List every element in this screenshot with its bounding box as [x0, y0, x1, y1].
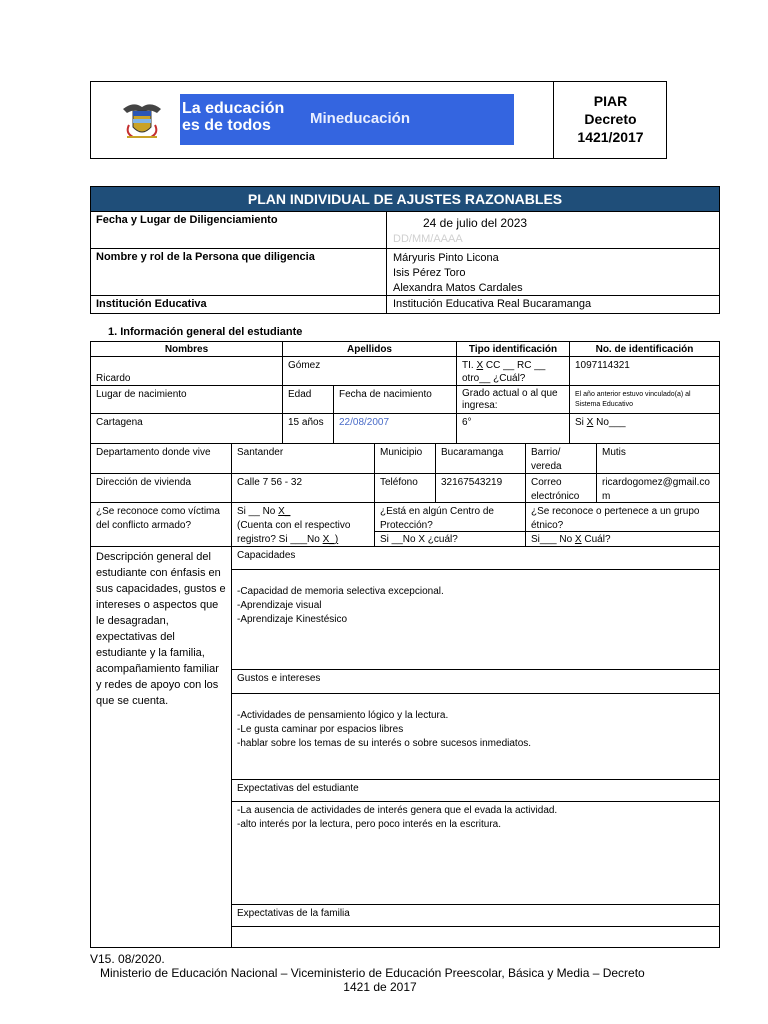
anio-anterior-mark: X	[586, 417, 594, 428]
seal-area	[110, 94, 180, 145]
victima-registro: (Cuenta con el respectivo	[237, 520, 351, 531]
correo-value[interactable]: ricardogomez@gmail.com	[597, 474, 719, 503]
capacidad-item: -Aprendizaje visual	[237, 600, 322, 611]
plan-title: PLAN INDIVIDUAL DE AJUSTES RAZONABLES	[91, 187, 719, 211]
header-apellidos: Apellidos	[283, 342, 457, 357]
header-nombres: Nombres	[91, 342, 283, 357]
header-tipo-id: Tipo identificación	[457, 342, 570, 357]
direccion-label: Dirección de vivienda	[91, 474, 232, 503]
edad-label: Edad	[283, 386, 334, 414]
institucion-row	[91, 295, 719, 313]
fecha-row	[91, 211, 719, 248]
telefono-label: Teléfono	[375, 474, 436, 503]
decree-label: Decreto	[584, 111, 637, 127]
decree-number: 1421/2017	[577, 129, 644, 145]
victima-value[interactable]	[232, 503, 375, 547]
telefono-value[interactable]: 32167543219	[436, 474, 526, 503]
centro-value[interactable]: Si __No X ¿cuál?	[375, 532, 526, 547]
footer	[90, 952, 690, 994]
victima-registro-pre: registro? Si ___No	[237, 534, 323, 545]
ministry-logo-text: Mineducación	[310, 110, 411, 127]
persona-label: Nombre y rol de la Persona que diligencia	[91, 249, 387, 295]
persona-row	[91, 248, 719, 295]
colombia-seal-icon	[119, 99, 165, 141]
fecha-nac-value[interactable]: 22/08/2007	[334, 414, 457, 444]
barrio-value[interactable]: Mutis	[597, 444, 719, 474]
nombres-value[interactable]: Ricardo	[91, 357, 283, 386]
etnico-label: ¿Se reconoce o pertenece a un grupo étnico?	[526, 503, 719, 532]
decree-line: 1421 de 2017	[343, 980, 417, 994]
exp-estudiante-item: -alto interés por la lectura, pero poco interés en la escritura.	[237, 819, 502, 830]
institucion-label: Institución Educativa	[91, 296, 387, 313]
slogan-line1: La educación	[182, 100, 285, 117]
slogan-line2: es de todos	[182, 117, 271, 134]
fecha-nac-label: Fecha de nacimiento	[334, 386, 457, 414]
lugar-nac-value[interactable]: Cartagena	[91, 414, 283, 444]
logo-cell	[91, 82, 554, 158]
tipo-id-otro: otro__ ¿Cuál?	[462, 373, 526, 384]
ministry-banner	[110, 94, 514, 145]
capacidades-label: Capacidades	[232, 547, 719, 570]
grado-value[interactable]: 6°	[457, 414, 570, 444]
municipio-label: Municipio	[375, 444, 436, 474]
section-1-title: 1. Información general del estudiante	[108, 326, 303, 338]
fecha-cell[interactable]	[387, 212, 719, 248]
etnico-post: Cuál?	[581, 534, 611, 545]
correo-label: Correo electrónico	[526, 474, 597, 503]
anio-anterior-label: El año anterior estuvo vinculado(a) al Sistema Educativo	[570, 386, 719, 414]
persona-cell[interactable]	[387, 249, 719, 295]
etnico-mark: X	[574, 534, 582, 545]
fecha-label: Fecha y Lugar de Diligenciamiento	[91, 212, 387, 248]
anio-anterior-value[interactable]	[570, 414, 719, 444]
tipo-id-cell[interactable]	[457, 357, 570, 386]
descripcion-label: Descripción general del estudiante con énfasis en sus capacidades, gustos e intereses o aspectos que le desagradan, expectativas del estudiante y la familia, acompañamiento familiar y redes de apoyo con los que se cuenta.	[91, 547, 232, 947]
lugar-nac-label: Lugar de nacimiento	[91, 386, 283, 414]
exp-estudiante-label: Expectativas del estudiante	[232, 780, 719, 802]
victima-registro-mark: X_)	[322, 534, 339, 545]
fecha-placeholder: DD/MM/AAAA	[393, 233, 463, 245]
gusto-item: -Le gusta caminar por espacios libres	[237, 724, 404, 735]
persona-2: Isis Pérez Toro	[393, 267, 466, 279]
victima-mark: X_	[278, 506, 291, 517]
slogan	[182, 100, 312, 134]
direccion-value[interactable]: Calle 7 56 - 32	[232, 474, 375, 503]
capacidades-box[interactable]	[232, 570, 719, 670]
ministry-line: Ministerio de Educación Nacional – Viceministerio de Educación Preescolar, Básica y Media – Decreto	[100, 966, 645, 980]
exp-familia-box[interactable]	[232, 927, 719, 947]
municipio-value[interactable]: Bucaramanga	[436, 444, 526, 474]
gustos-box[interactable]	[232, 694, 719, 780]
exp-estudiante-box[interactable]	[232, 802, 719, 905]
tipo-id-mid: CC __ RC __	[483, 360, 546, 371]
capacidad-item: -Capacidad de memoria selectiva excepcional.	[237, 586, 444, 597]
piar-decree-cell	[555, 82, 666, 158]
institucion-value[interactable]: Institución Educativa Real Bucaramanga	[393, 298, 592, 310]
depto-value[interactable]: Santander	[232, 444, 375, 474]
edad-value[interactable]: 15 años	[283, 414, 334, 444]
apellidos-value[interactable]: Gómez	[283, 357, 457, 386]
depto-label: Departamento donde vive	[91, 444, 232, 474]
header-no-id: No. de identificación	[570, 342, 719, 357]
fecha-value: 24 de julio del 2023	[423, 216, 528, 230]
etnico-value[interactable]	[526, 532, 719, 547]
anio-anterior-pre: Si	[575, 417, 587, 428]
gusto-item: -hablar sobre los temas de su interés o sobre sucesos inmediatos.	[237, 738, 532, 749]
exp-estudiante-item: -La ausencia de actividades de interés genera que el evada la actividad.	[237, 805, 558, 816]
tipo-id-mark: X	[476, 360, 484, 371]
grado-label: Grado actual o al que ingresa:	[457, 386, 570, 414]
anio-anterior-post: No___	[593, 417, 626, 428]
etnico-pre: Si___ No	[531, 534, 575, 545]
persona-1: Máryuris Pinto Licona	[393, 252, 499, 264]
student-info-table	[90, 341, 720, 948]
persona-3: Alexandra Matos Cardales	[393, 282, 523, 294]
victima-label: ¿Se reconoce como víctima del conflicto armado?	[91, 503, 232, 547]
barrio-label: Barrio/ vereda	[526, 444, 597, 474]
plan-table	[90, 186, 720, 314]
no-id-value[interactable]: 1097114321	[570, 357, 719, 386]
exp-familia-label: Expectativas de la familia	[232, 905, 719, 927]
victima-pre: Si __ No	[237, 506, 279, 517]
version-label: V15. 08/2020.	[90, 952, 165, 966]
document-header	[90, 81, 667, 159]
centro-label: ¿Está en algún Centro de Protección?	[375, 503, 526, 532]
piar-label: PIAR	[593, 93, 628, 109]
gusto-item: -Actividades de pensamiento lógico y la lectura.	[237, 710, 449, 721]
capacidad-item: -Aprendizaje Kinestésico	[237, 614, 348, 625]
tipo-id-pre: TI.	[462, 360, 477, 371]
gustos-label: Gustos e intereses	[232, 670, 719, 694]
